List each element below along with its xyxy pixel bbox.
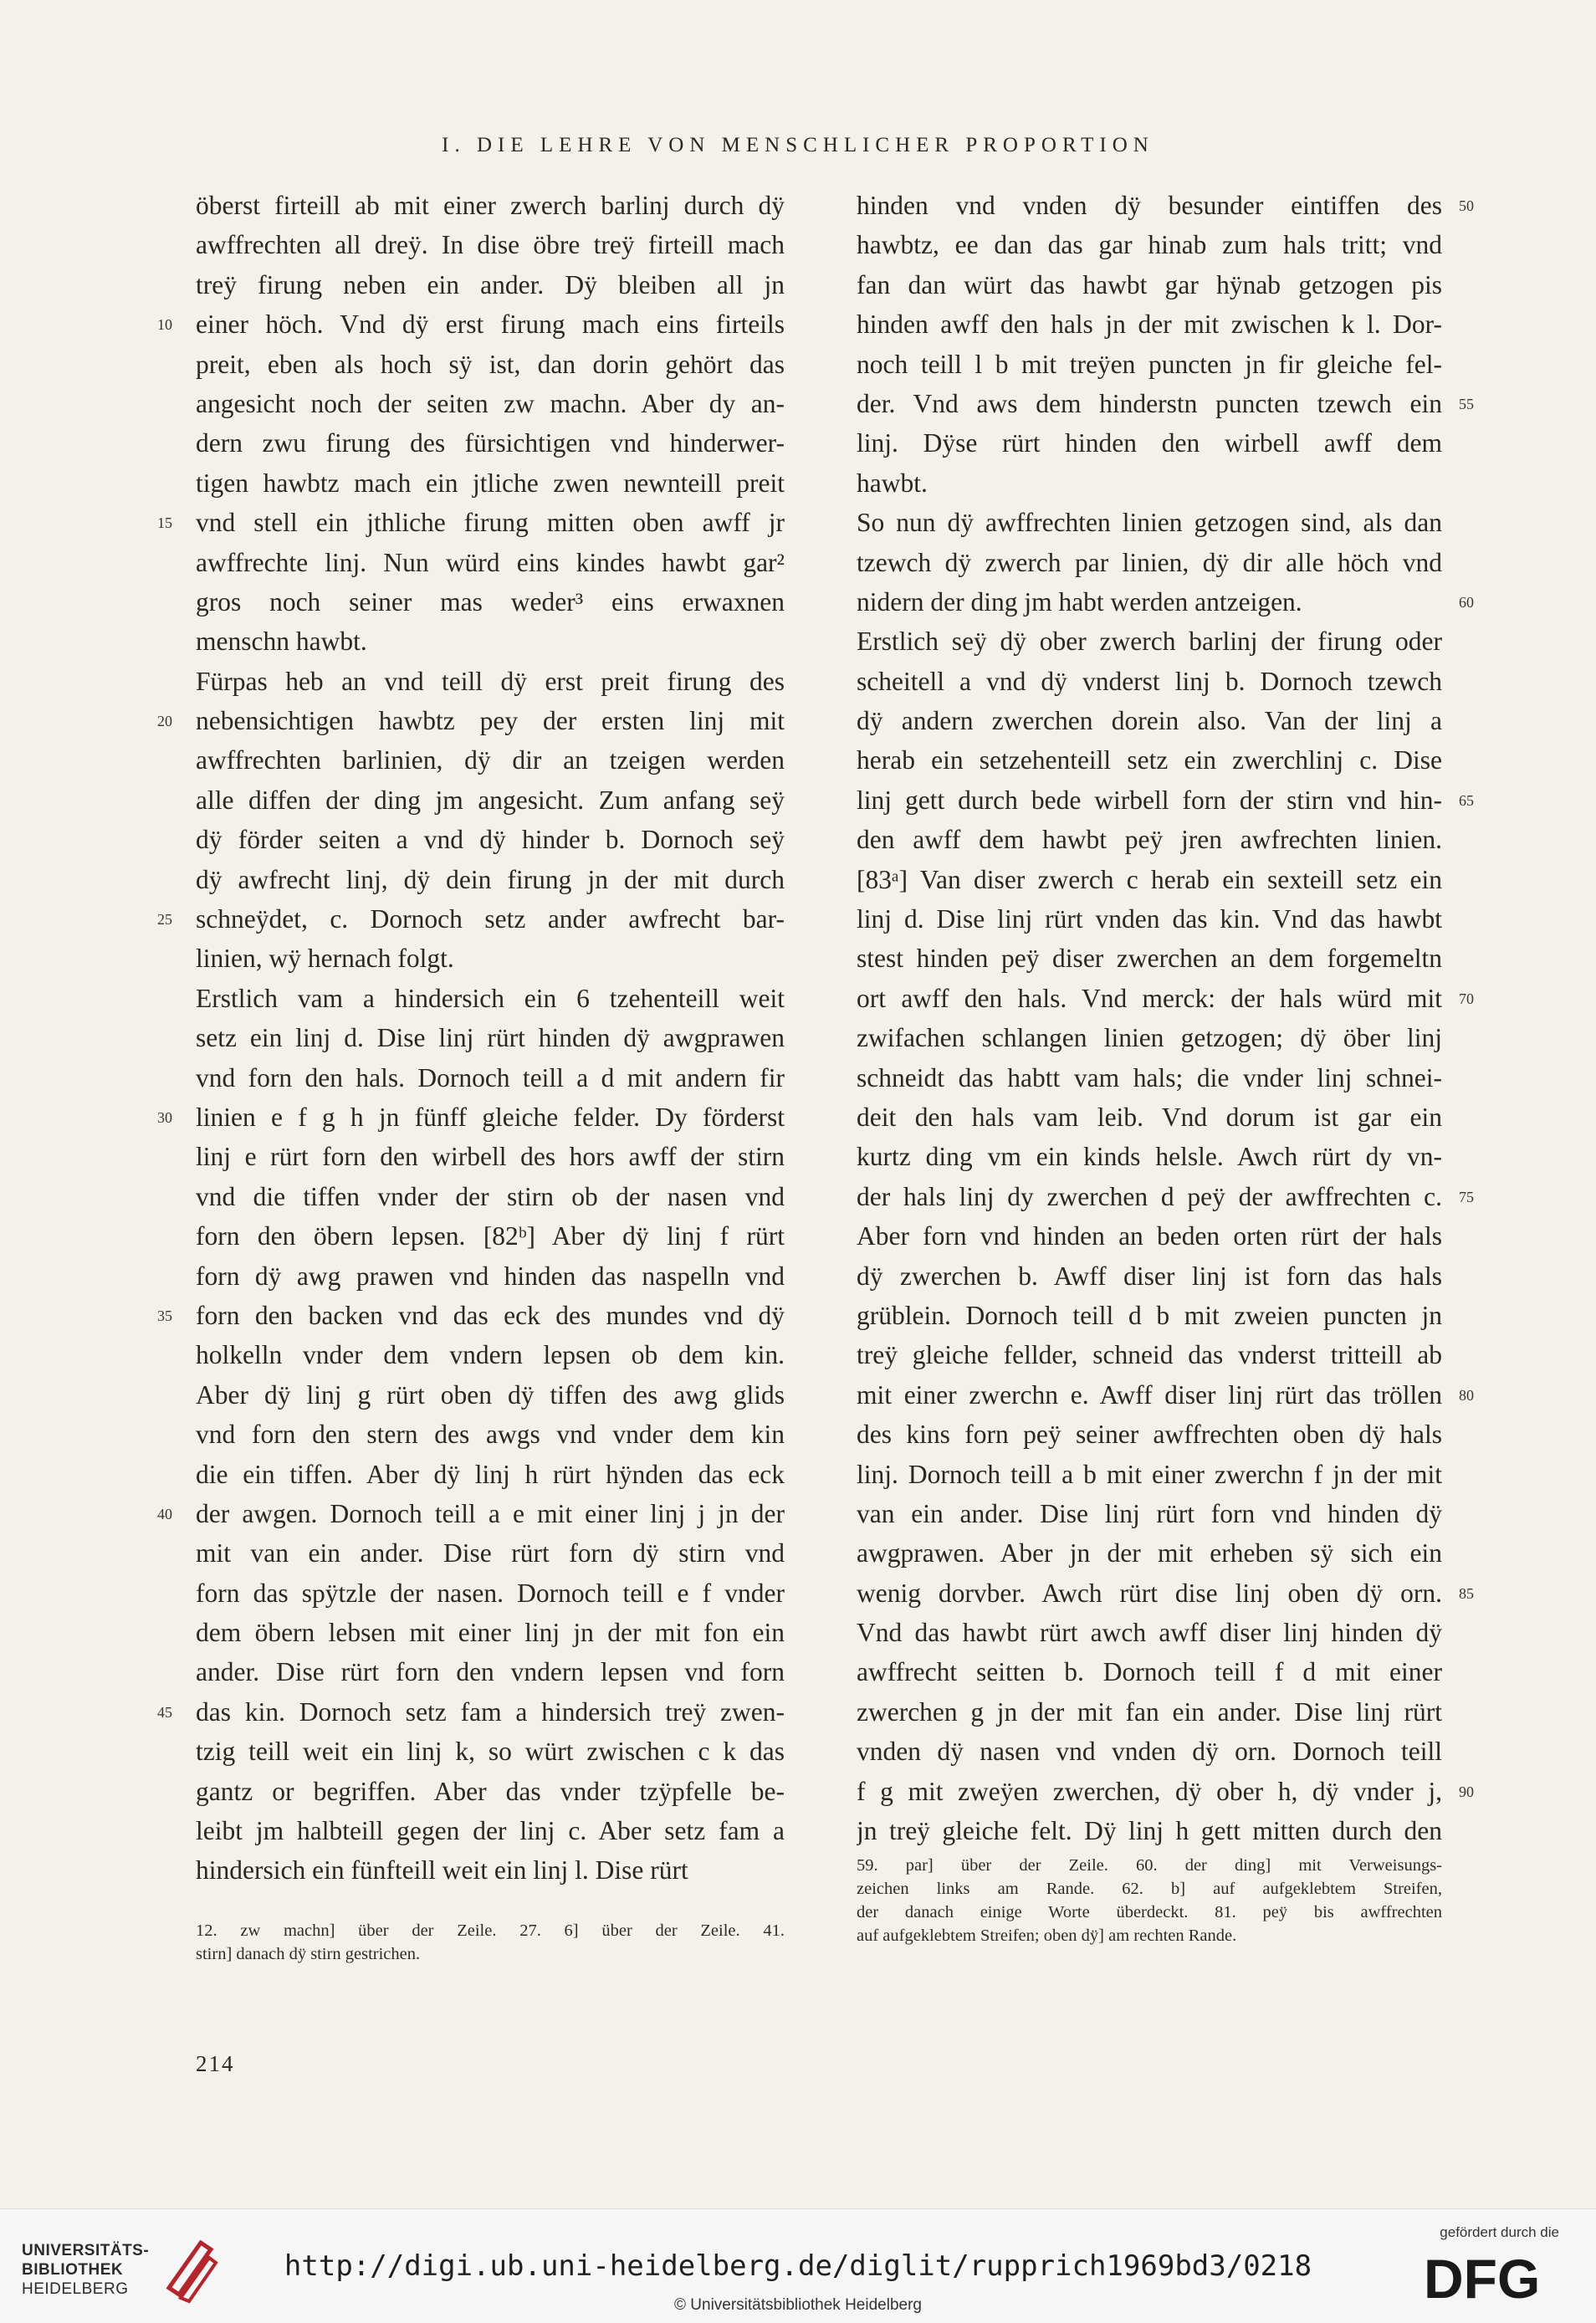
text-line: hinden vnd vnden dÿ besunder eintiffen des xyxy=(857,191,1442,220)
footnote-line: auf aufgeklebtem Streifen; oben dÿ] am rechten Rande. xyxy=(857,1926,1237,1945)
line-number: 20 xyxy=(157,713,172,730)
text-line: der. Vnd aws dem hinderstn puncten tzewch ein xyxy=(857,388,1442,418)
text-line: wenig dorvber. Awch rürt dise linj oben dÿ orn. xyxy=(857,1578,1442,1608)
text-line: [83ᵃ] Van diser zwerch c herab ein sexteill setz ein xyxy=(857,864,1442,894)
footnote-line: der danach einige Worte überdeckt. 81. peÿ bis awffrechten xyxy=(857,1903,1442,1921)
text-line: f g mit zweÿen zwerchen, dÿ ober h, dÿ vnder j, xyxy=(857,1776,1442,1806)
text-line: dÿ zwerchen b. Awff diser linj ist forn das hals xyxy=(857,1261,1442,1291)
text-line: hawbt. xyxy=(857,468,928,498)
text-line: linj. Dornoch teill a b mit einer zwerchn f jn der mit xyxy=(857,1459,1442,1489)
line-number: 85 xyxy=(1459,1585,1474,1602)
library-name-line3: HEIDELBERG xyxy=(22,2280,129,2298)
text-line: zwifachen schlangen linien getzogen; dÿ öber linj xyxy=(857,1023,1442,1053)
dfg-logo-text: DFG xyxy=(1424,2248,1541,2305)
text-line: der awgen. Dornoch teill a e mit einer linj j jn der xyxy=(196,1498,785,1528)
text-line: tzig teill weit ein linj k, so würt zwischen c k das xyxy=(196,1737,785,1767)
text-line: vnden dÿ nasen vnd vnden dÿ orn. Dornoch teill xyxy=(857,1737,1442,1767)
line-number: 90 xyxy=(1459,1783,1474,1800)
line-number: 60 xyxy=(1459,594,1474,611)
library-name-line1: UNIVERSITÄTS- xyxy=(22,2242,150,2259)
line-number: 15 xyxy=(157,514,172,532)
running-head: I. DIE LEHRE VON MENSCHLICHER PROPORTION xyxy=(442,134,1154,156)
text-line: fan dan würt das hawbt gar hÿnab getzogen pis xyxy=(857,269,1442,299)
text-line: linj e rürt forn den wirbell des hors awff der stirn xyxy=(196,1142,785,1172)
text-line: awgprawen. Aber jn der mit erheben sÿ sich ein xyxy=(857,1538,1442,1568)
text-line: angesicht noch der seiten zw machn. Aber dy an- xyxy=(196,388,785,418)
text-line: Erstlich vam a hindersich ein 6 tzehenteill weit xyxy=(196,983,785,1013)
text-line: herab ein setzehenteill setz ein zwerchlinj c. Dise xyxy=(857,745,1442,775)
text-line: nebensichtigen hawbtz pey der ersten linj mit xyxy=(196,706,785,736)
text-line: awffrechte linj. Nun würd eins kindes hawbt gar² xyxy=(196,547,785,577)
text-line: vnd stell ein jthliche firung mitten oben awff jr xyxy=(196,508,785,538)
text-line: schneidt das habtt vam hals; die vnder linj schnei- xyxy=(857,1062,1442,1092)
text-line: linien, wÿ hernach folgt. xyxy=(196,944,454,974)
text-line: öberst firteill ab mit einer zwerch barlinj durch dÿ xyxy=(196,191,785,220)
text-line: vnd die tiffen vnder der stirn ob der nasen vnd xyxy=(196,1181,785,1211)
text-line: linien e f g h jn fünff gleiche felder. Dy förderst xyxy=(196,1102,785,1132)
text-line: dÿ awfrecht linj, dÿ dein firung jn der mit durch xyxy=(196,864,785,894)
funder-label: gefördert durch die xyxy=(1440,2224,1559,2240)
text-line: alle diffen der ding jm angesicht. Zum anfang seÿ xyxy=(196,785,785,815)
line-number: 80 xyxy=(1459,1387,1474,1404)
text-line: vnd forn den stern des awgs vnd vnder dem kin xyxy=(196,1420,785,1450)
text-line: vnd forn den hals. Dornoch teill a d mit andern fir xyxy=(196,1062,785,1092)
text-line: dÿ förder seiten a vnd dÿ hinder b. Dornoch seÿ xyxy=(196,825,785,855)
line-number: 25 xyxy=(157,911,172,929)
text-line: dern zwu firung des fürsichtigen vnd hinderwer- xyxy=(196,428,785,458)
text-line: jn treÿ gleiche felt. Dÿ linj h gett mitten durch den xyxy=(857,1816,1442,1846)
text-line: forn den öbern lepsen. [82ᵇ] Aber dÿ linj f rürt xyxy=(196,1221,785,1251)
line-number: 55 xyxy=(1459,396,1474,412)
copyright-notice: © Universitätsbibliothek Heidelberg xyxy=(674,2296,922,2314)
text-line: ort awff den hals. Vnd merck: der hals würd mit xyxy=(857,983,1442,1013)
line-number: 40 xyxy=(157,1506,172,1523)
text-line: Aber dÿ linj g rürt oben dÿ tiffen des awg glids xyxy=(196,1379,785,1410)
text-line: der hals linj dy zwerchen d peÿ der awffrechten c. xyxy=(857,1181,1442,1211)
page-number: 214 xyxy=(196,2051,235,2076)
text-line: linj gett durch bede wirbell forn der stirn vnd hin- xyxy=(857,785,1442,815)
text-line: hinden awff den hals jn der mit zwischen k l. Dor- xyxy=(857,310,1442,340)
line-number: 75 xyxy=(1459,1189,1474,1205)
text-line: tzewch dÿ zwerch par linien, dÿ dir alle höch vnd xyxy=(857,547,1442,577)
text-line: holkelln vnder dem vndern lepsen ob dem kin. xyxy=(196,1340,785,1370)
line-number: 30 xyxy=(157,1109,172,1127)
text-line: zwerchen g jn der mit fan ein ander. Dise linj rürt xyxy=(857,1696,1442,1727)
footnote-line: zeichen links am Rande. 62. b] auf aufgeklebtem Streifen, xyxy=(857,1880,1442,1898)
text-line: So nun dÿ awffrechten linien getzogen sind, als dan xyxy=(857,508,1442,538)
line-number: 35 xyxy=(157,1307,172,1325)
text-line: deit den hals vam leib. Vnd dorum ist gar ein xyxy=(857,1102,1442,1132)
text-line: mit einer zwerchn e. Awff diser linj rürt das tröllen xyxy=(857,1379,1442,1410)
text-line: hawbtz, ee dan das gar hinab zum hals tritt; vnd xyxy=(857,230,1442,260)
text-line: linj d. Dise linj rürt vnden das kin. Vnd das hawbt xyxy=(857,904,1442,934)
text-line: hindersich ein fünfteill weit ein linj l. Dise rürt xyxy=(196,1855,688,1886)
dfg-logo-icon xyxy=(1420,2246,1563,2305)
text-line: stest hinden peÿ diser zwerchen an dem forgemeltn xyxy=(857,944,1442,974)
text-line: awffrechten barlinien, dÿ dir an tzeigen werden xyxy=(196,745,785,775)
text-line: das kin. Dornoch setz fam a hindersich treÿ zwen- xyxy=(196,1696,785,1727)
text-line: Aber forn vnd hinden an beden orten rürt der hals xyxy=(857,1221,1442,1251)
line-number: 10 xyxy=(157,316,172,334)
text-line: Vnd das hawbt rürt awch awff diser linj hinden dÿ xyxy=(857,1618,1442,1648)
text-line: forn das spÿtzle der nasen. Dornoch teill e f vnder xyxy=(196,1578,785,1608)
text-line: gantz or begriffen. Aber das vnder tzÿpfelle be- xyxy=(196,1776,785,1806)
text-line: ander. Dise rürt forn den vndern lepsen vnd forn xyxy=(196,1657,785,1687)
text-line: awffrecht seitten b. Dornoch teill f d mit einer xyxy=(857,1657,1442,1687)
text-line: Erstlich seÿ dÿ ober zwerch barlinj der firung oder xyxy=(857,627,1442,657)
text-line: scheitell a vnd dÿ vnderst linj b. Dornoch tzewch xyxy=(857,666,1442,696)
viewer-footer xyxy=(0,2208,1596,2323)
text-line: setz ein linj d. Dise linj rürt hinden dÿ awgprawen xyxy=(196,1023,785,1053)
line-number: 45 xyxy=(157,1704,172,1722)
text-line: forn dÿ awg prawen vnd hinden das naspelln vnd xyxy=(196,1261,785,1291)
text-line: linj. Dÿse rürt hinden den wirbell awff dem xyxy=(857,428,1442,458)
text-line: den awff dem hawbt peÿ jren awfrechten linien. xyxy=(857,825,1442,855)
text-line: treÿ gleiche fellder, schneid das vnderst tritteill ab xyxy=(857,1340,1442,1370)
line-number: 70 xyxy=(1459,990,1474,1007)
text-line: van ein ander. Dise linj rürt forn vnd hinden dÿ xyxy=(857,1498,1442,1528)
text-line: awffrechten all dreÿ. In dise öbre treÿ firteill mach xyxy=(196,230,785,260)
library-name-line2: BIBLIOTHEK xyxy=(22,2261,124,2279)
text-line: dem öbern lebsen mit einer linj jn der mit fon ein xyxy=(196,1618,785,1648)
text-line: preit, eben als hoch sÿ ist, dan dorin gehört das xyxy=(196,349,785,379)
line-number: 50 xyxy=(1459,197,1474,214)
text-line: noch teill l b mit treÿen puncten jn fir gleiche fel- xyxy=(857,349,1442,379)
text-line: dÿ andern zwerchen dorein also. Van der linj a xyxy=(857,706,1442,736)
right-text-column xyxy=(857,186,1442,1850)
text-line: die ein tiffen. Aber dÿ linj h rürt hÿnden das eck xyxy=(196,1459,785,1489)
text-line: nidern der ding jm habt werden antzeigen. xyxy=(857,586,1302,617)
text-line: grüblein. Dornoch teill d b mit zweien puncten jn xyxy=(857,1300,1442,1330)
text-line: kurtz ding vm ein kinds helsle. Awch rürt dy vn- xyxy=(857,1142,1442,1172)
footnote-line: 59. par] über der Zeile. 60. der ding] mit Verweisungs- xyxy=(857,1856,1442,1875)
text-line: gros noch seiner mas weder³ eins erwaxnen xyxy=(196,586,785,617)
left-text-column xyxy=(196,186,785,1891)
text-line: menschn hawbt. xyxy=(196,627,367,657)
line-number: 65 xyxy=(1459,792,1474,809)
text-line: einer höch. Vnd dÿ erst firung mach eins firteils xyxy=(196,310,785,340)
text-line: forn den backen vnd das eck des mundes vnd dÿ xyxy=(196,1300,785,1330)
footnotes-left xyxy=(196,1919,785,1966)
text-line: mit van ein ander. Dise rürt forn dÿ stirn vnd xyxy=(196,1538,785,1568)
text-line: des kins forn peÿ seiner awffrechten oben dÿ hals xyxy=(857,1420,1442,1450)
text-line: Fürpas heb an vnd teill dÿ erst preit firung des xyxy=(196,666,785,696)
footnotes-right xyxy=(857,1854,1442,1947)
text-line: leibt jm halbteill gegen der linj c. Aber setz fam a xyxy=(196,1816,785,1846)
text-line: tigen hawbtz mach ein jtliche zwen newnteill preit xyxy=(196,468,785,498)
text-line: schneÿdet, c. Dornoch setz ander awfrecht bar- xyxy=(196,904,785,934)
footnote-line: stirn] danach dÿ stirn gestrichen. xyxy=(196,1945,421,1963)
footnote-line: 12. zw machn] über der Zeile. 27. 6] über der Zeile. 41. xyxy=(196,1921,785,1940)
permalink-url[interactable]: http://digi.ub.uni-heidelberg.de/diglit/rupprich1969bd3/0218 xyxy=(284,2249,1312,2283)
text-line: treÿ firung neben ein ander. Dÿ bleiben all jn xyxy=(196,269,785,299)
